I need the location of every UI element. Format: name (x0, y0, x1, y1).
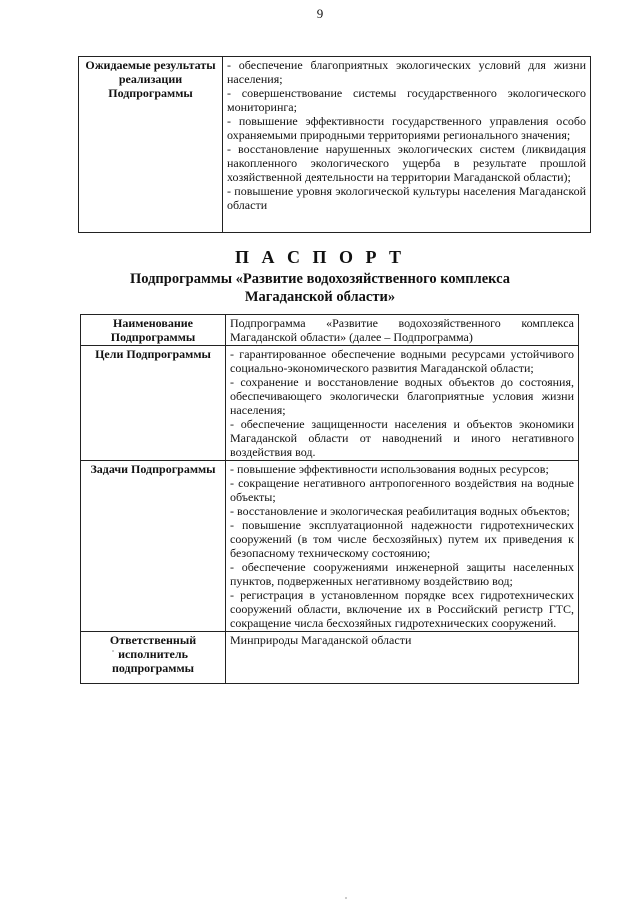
row-content-responsible (226, 632, 579, 684)
list-item: - повышение уровня экологической культуры населения Магаданской области (227, 184, 586, 212)
list-item: - обеспечение благоприятных экологических условий для жизни населения; (227, 58, 586, 86)
table-row (79, 57, 591, 233)
list-item: - сохранение и восстановление водных объектов до состояния, обеспечивающего экологически благоприятные условия жизни населения; (230, 375, 574, 417)
row-content-name (226, 315, 579, 346)
list-item: - повышение эксплуатационной надежности гидротехнических сооружений (в том числе бесхозяйных) путем их приведения к безопасному техническому состоянию; (230, 518, 574, 560)
passport-heading: П А С П О Р Т (234, 247, 405, 267)
row-content-expected-results (223, 57, 591, 233)
passport-subtitle (60, 270, 580, 306)
page-number: 9 (316, 6, 324, 21)
row-label-expected-results: Ожидаемые результаты реализации Подпрограммы (79, 57, 223, 233)
table-row (81, 346, 579, 461)
scan-speck (345, 897, 347, 899)
list-item: - повышение эффективности государственного управления особо охраняемыми природными территориями регионального значения; (227, 114, 586, 142)
row-label-responsible: Ответственный исполнитель подпрограммы (81, 632, 226, 684)
list-item: - повышение эффективности использования водных ресурсов; (230, 462, 549, 476)
row-content-goals (226, 346, 579, 461)
scan-speck (112, 650, 114, 652)
list-item: - обеспечение сооружениями инженерной защиты населенных пунктов, подверженных негативному воздействию вод; (230, 560, 574, 588)
subtitle-line-2: Магаданской области» (244, 289, 396, 305)
expected-results-table (78, 56, 591, 233)
list-item: - обеспечение защищенности населения и объектов экономики Магаданской области от наводнений и иного негативного воздействия вод. (230, 417, 574, 459)
passport-table (80, 314, 579, 684)
row-content-tasks (226, 461, 579, 632)
table-row (81, 461, 579, 632)
subtitle-line-1: Подпрограммы «Развитие водохозяйственного комплекса (129, 271, 511, 287)
row-label-name: Наименование Подпрограммы (81, 315, 226, 346)
list-item: - совершенствование системы государственного экологического мониторинга; (227, 86, 586, 114)
list-item: - восстановление нарушенных экологических систем (ликвидация накопленного экологического ущерба в результате прошлой хозяйственной деятельности на территории Магаданской области); (227, 142, 586, 184)
list-item: Подпрограмма «Развитие водохозяйственного комплекса Магаданской области» (далее – Подпрограмма) (230, 316, 574, 344)
row-label-tasks: Задачи Подпрограммы (81, 461, 226, 632)
list-item: - гарантированное обеспечение водными ресурсами устойчивого социально-экономического развития Магаданской области; (230, 347, 574, 375)
list-item: - регистрация в установленном порядке всех гидротехнических сооружений области, включение их в Российский регистр ГТС, сокращение числа бесхозяйных гидротехнических сооружений. (230, 588, 574, 630)
list-item: Минприроды Магаданской области (230, 633, 412, 647)
list-item: - восстановление и экологическая реабилитация водных объектов; (230, 504, 570, 518)
table-row (81, 315, 579, 346)
table-row (81, 632, 579, 684)
list-item: - сокращение негативного антропогенного воздействия на водные объекты; (230, 476, 574, 504)
row-label-goals: Цели Подпрограммы (81, 346, 226, 461)
